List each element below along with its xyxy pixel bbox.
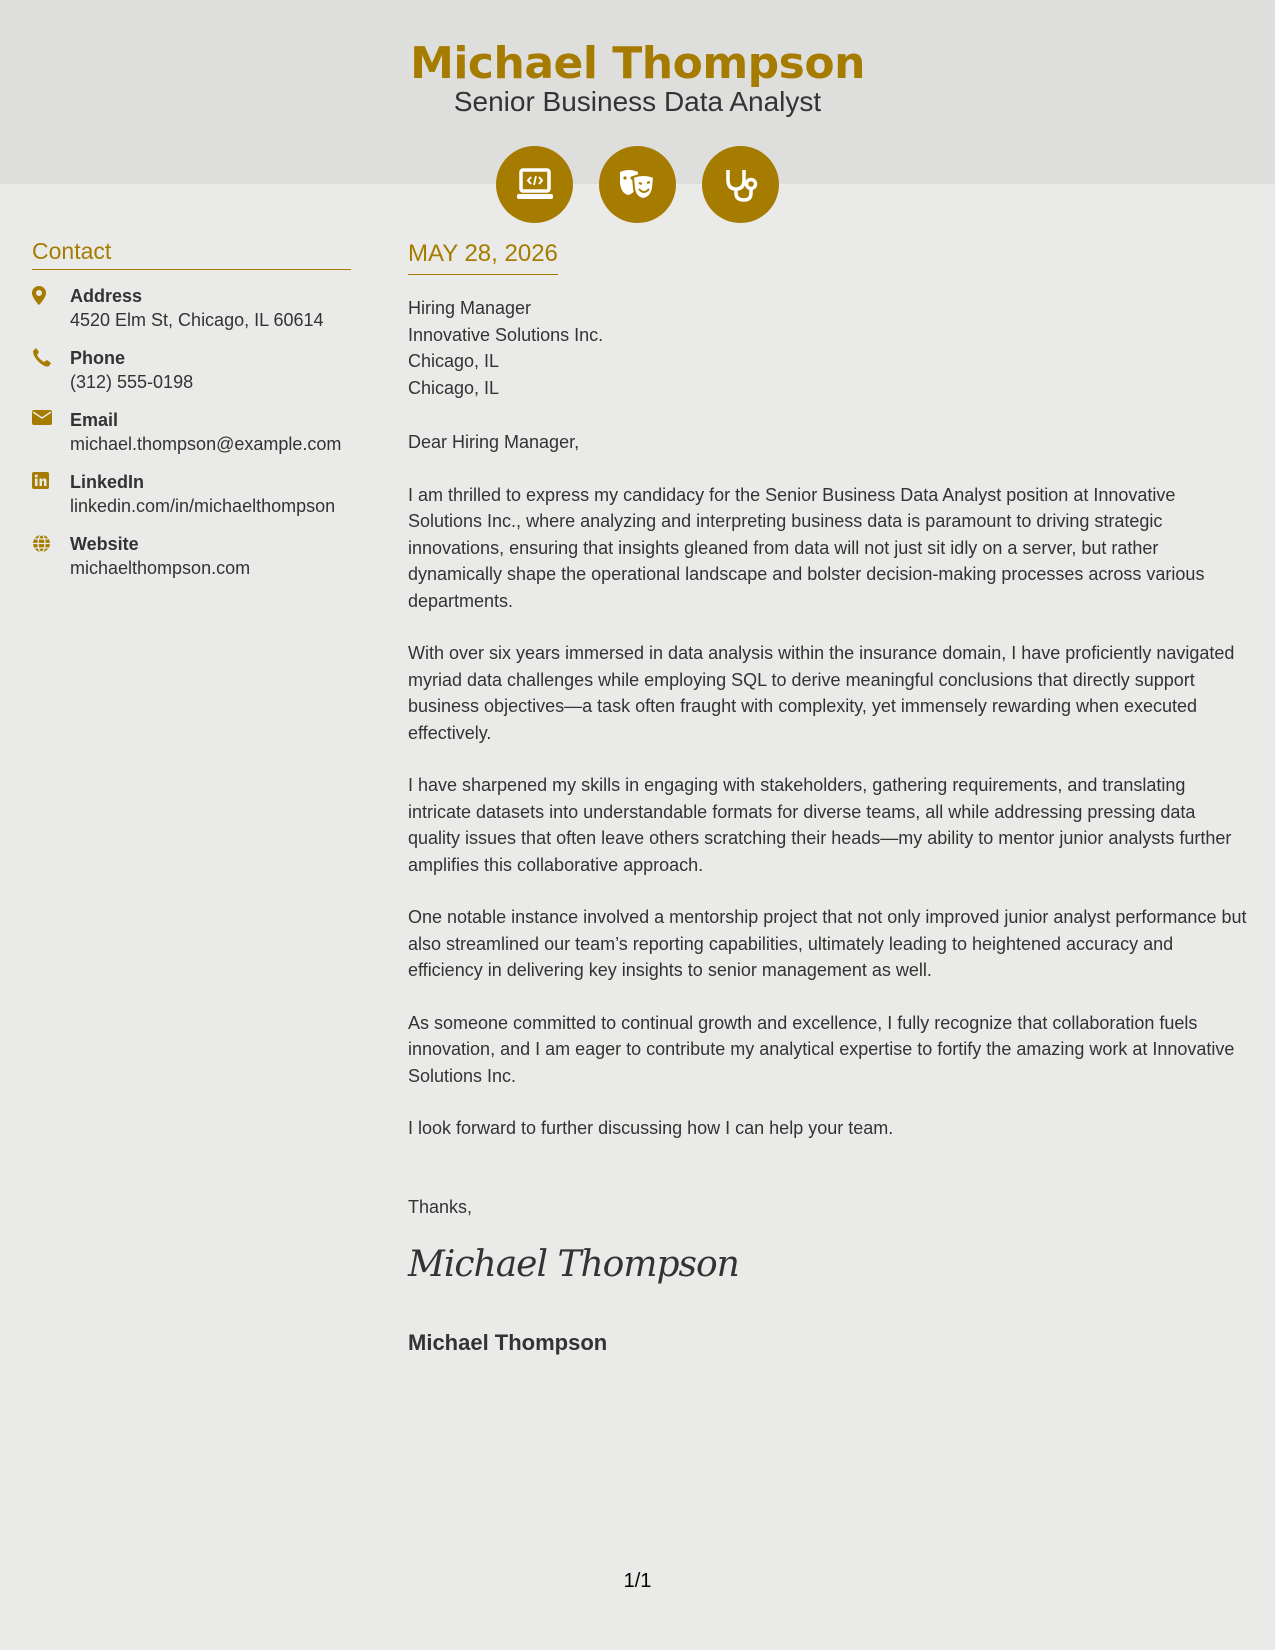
phone-value: (312) 555-0198 <box>70 372 194 392</box>
letter-paragraph: With over six years immersed in data analysis within the insurance domain, I have proficiently navigated myriad data challenges while employing SQL to derive meaningful conclusions that directly support business objectives—a task often fraught with complexity, yet immensely rewarding when executed effectively. <box>408 643 1235 743</box>
interest-icons <box>0 146 1275 223</box>
signed-name: Michael Thompson <box>408 1330 608 1355</box>
applicant-name: Michael Thompson <box>410 38 865 89</box>
globe-icon <box>32 532 70 580</box>
map-pin-icon <box>32 284 70 332</box>
recipient-line: Chicago, IL <box>408 377 500 398</box>
laptop-code-icon <box>496 146 573 223</box>
phone-label: Phone <box>70 348 126 368</box>
email-value[interactable]: michael.thompson@example.com <box>70 434 342 454</box>
envelope-icon <box>32 408 70 456</box>
contact-address <box>32 284 351 332</box>
letter-paragraph: I have sharpened my skills in engaging with stakeholders, gathering requirements, and translating intricate datasets into understandable formats for diverse teams, all while addressing pressing data quality issues that often leave others scratching their heads—my ability to mentor junior analysts further amplifies this collaborative approach. <box>408 775 1232 875</box>
contact-website <box>32 532 351 580</box>
website-label: Website <box>70 534 139 554</box>
letter-paragraph: I look forward to further discussing how I can help your team. <box>408 1118 894 1138</box>
page-number: 1/1 <box>623 1570 652 1592</box>
closing: Thanks, <box>408 1196 473 1217</box>
website-value[interactable]: michaelthompson.com <box>70 558 251 578</box>
recipient-line: Chicago, IL <box>408 351 500 371</box>
letter-date: MAY 28, 2026 <box>408 240 558 275</box>
contact-phone <box>32 346 351 394</box>
contact-section-title: Contact <box>32 238 351 270</box>
letter-paragraph: As someone committed to continual growth and excellence, I fully recognize that collaboration fuels innovation, and I am eager to contribute my analytical expertise to fortify the amazing work at Innovative Solutions Inc. <box>408 1012 1235 1086</box>
contact-email <box>32 408 351 456</box>
address-value: 4520 Elm St, Chicago, IL 60614 <box>70 310 324 330</box>
phone-icon <box>32 346 70 394</box>
stethoscope-icon <box>702 146 779 223</box>
applicant-title: Senior Business Data Analyst <box>453 86 822 117</box>
theater-masks-icon <box>599 146 676 223</box>
linkedin-value[interactable]: linkedin.com/in/michaelthompson <box>70 496 336 516</box>
recipient-line: Hiring Manager <box>408 298 532 318</box>
recipient-line: Innovative Solutions Inc. <box>408 324 604 345</box>
recipient-block <box>408 295 1248 401</box>
handwritten-signature: Michael Thompson <box>408 1244 739 1285</box>
letter-body <box>408 240 1248 1356</box>
linkedin-label: LinkedIn <box>70 472 145 492</box>
contact-sidebar <box>32 238 351 580</box>
address-label: Address <box>70 286 143 306</box>
letter-paragraph: I am thrilled to express my candidacy for the Senior Business Data Analyst position at Innovative Solutions Inc., where analyzing and interpreting business data is paramount to driving strategic innovations, ensuring that insights gleaned from data will not just sit idly on a server, but rather dynamically shape the operational landscape and bolster decision-making processes across various departments. <box>408 484 1205 611</box>
salutation: Dear Hiring Manager, <box>408 432 580 452</box>
email-label: Email <box>70 410 119 430</box>
letter-paragraph: One notable instance involved a mentorship project that not only improved junior analyst performance but also streamlined our team’s reporting capabilities, ultimately leading to heightened accuracy and efficiency in delivering key insights to senior management as well. <box>408 907 1247 980</box>
contact-linkedin <box>32 470 351 518</box>
linkedin-icon <box>32 470 70 518</box>
